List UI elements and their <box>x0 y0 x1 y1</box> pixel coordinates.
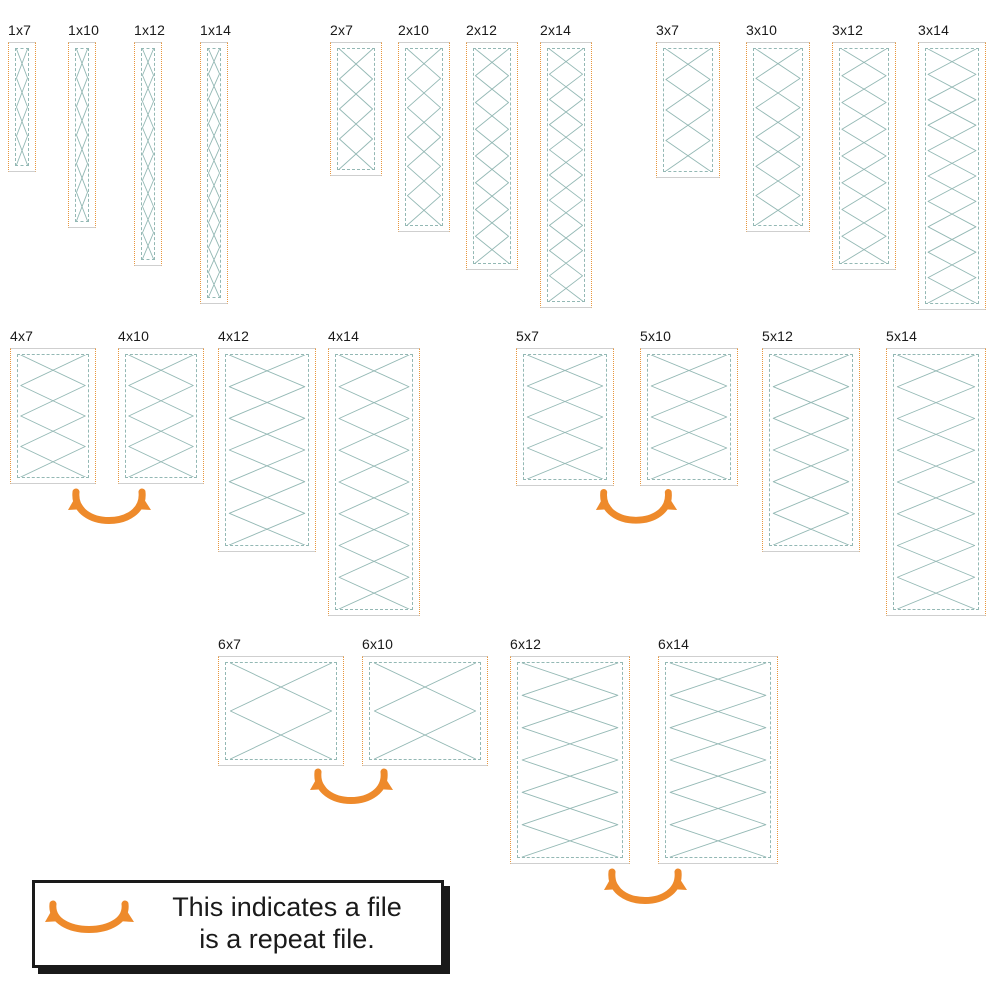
arrow-5x7-5x10 <box>592 478 680 540</box>
swatch-stitch-frame <box>369 662 481 760</box>
legend-box <box>32 880 444 968</box>
swatch-label: 6x10 <box>362 636 394 652</box>
swatch-hoop-border <box>10 348 96 484</box>
design-swatch-4x10[interactable] <box>118 328 204 484</box>
swatch-hoop-border <box>466 42 518 270</box>
design-swatch-5x14[interactable] <box>886 328 986 616</box>
swatch-stitch-frame <box>225 354 309 546</box>
lattice-pattern-icon <box>406 49 442 225</box>
swatch-hoop-border <box>656 42 720 178</box>
lattice-pattern-icon <box>226 663 336 759</box>
design-swatch-5x12[interactable] <box>762 328 860 552</box>
swatch-label: 2x10 <box>398 22 430 38</box>
swatch-hoop-border <box>640 348 738 486</box>
design-swatch-2x14[interactable] <box>540 22 592 308</box>
swatch-stitch-frame <box>523 354 607 480</box>
swatch-hoop-border <box>658 656 778 864</box>
legend-line-1: This indicates a file <box>172 892 402 923</box>
lattice-pattern-icon <box>524 355 606 479</box>
swatch-label: 3x7 <box>656 22 680 38</box>
design-swatch-6x10[interactable] <box>362 636 488 766</box>
lattice-pattern-icon <box>226 355 308 545</box>
design-swatch-5x10[interactable] <box>640 328 738 486</box>
swatch-hoop-border <box>918 42 986 310</box>
swatch-hoop-border <box>330 42 382 176</box>
swatch-hoop-border <box>200 42 228 304</box>
design-swatch-4x12[interactable] <box>218 328 316 552</box>
swatch-hoop-border <box>118 348 204 484</box>
design-swatch-1x10[interactable] <box>68 22 100 228</box>
legend-line-2: is a repeat file. <box>199 924 375 954</box>
swatch-stitch-frame <box>517 662 623 858</box>
swatch-hoop-border <box>328 348 420 616</box>
lattice-pattern-icon <box>370 663 480 759</box>
swatch-stitch-frame <box>125 354 197 478</box>
swatch-label: 4x10 <box>118 328 150 344</box>
swatch-label: 1x7 <box>8 22 32 38</box>
lattice-pattern-icon <box>16 49 28 165</box>
swatch-stitch-frame <box>225 662 337 760</box>
lattice-pattern-icon <box>126 355 196 477</box>
swatch-stitch-frame <box>473 48 511 264</box>
lattice-pattern-icon <box>770 355 852 545</box>
arrow-6x12-6x14 <box>600 858 690 920</box>
swatch-label: 3x14 <box>918 22 950 38</box>
lattice-pattern-icon <box>336 355 412 609</box>
lattice-pattern-icon <box>142 49 154 259</box>
swatch-stitch-frame <box>665 662 771 858</box>
lattice-pattern-icon <box>208 49 220 297</box>
swatch-label: 2x14 <box>540 22 572 38</box>
legend-text <box>143 892 441 956</box>
swatch-label: 5x7 <box>516 328 540 344</box>
design-swatch-2x10[interactable] <box>398 22 450 232</box>
design-swatch-3x7[interactable] <box>656 22 720 178</box>
swatch-hoop-border <box>134 42 162 266</box>
swatch-stitch-frame <box>15 48 29 166</box>
swatch-stitch-frame <box>405 48 443 226</box>
swatch-stitch-frame <box>893 354 979 610</box>
swatch-label: 2x12 <box>466 22 498 38</box>
swatch-hoop-border <box>762 348 860 552</box>
swatch-stitch-frame <box>753 48 803 226</box>
lattice-pattern-icon <box>548 49 584 301</box>
lattice-pattern-icon <box>648 355 730 479</box>
swatch-stitch-frame <box>663 48 713 172</box>
swatch-label: 6x7 <box>218 636 242 652</box>
design-swatch-4x7[interactable] <box>10 328 96 484</box>
swatch-hoop-border <box>886 348 986 616</box>
swatch-label: 5x14 <box>886 328 918 344</box>
swatch-hoop-border <box>540 42 592 308</box>
swatch-label: 3x10 <box>746 22 778 38</box>
lattice-pattern-icon <box>926 49 978 303</box>
swatch-hoop-border <box>832 42 896 270</box>
design-swatch-3x14[interactable] <box>918 22 986 310</box>
lattice-pattern-icon <box>894 355 978 609</box>
design-swatch-3x12[interactable] <box>832 22 896 270</box>
repeat-arrow-icon <box>35 894 143 954</box>
design-swatch-6x12[interactable] <box>510 636 630 864</box>
swatch-stitch-frame <box>925 48 979 304</box>
swatch-stitch-frame <box>839 48 889 264</box>
swatch-label: 5x10 <box>640 328 672 344</box>
swatch-stitch-frame <box>207 48 221 298</box>
design-swatch-1x14[interactable] <box>200 22 232 304</box>
design-swatch-6x7[interactable] <box>218 636 344 766</box>
swatch-stitch-frame <box>17 354 89 478</box>
swatch-label: 2x7 <box>330 22 354 38</box>
swatch-label: 4x14 <box>328 328 360 344</box>
swatch-hoop-border <box>746 42 810 232</box>
design-swatch-3x10[interactable] <box>746 22 810 232</box>
lattice-pattern-icon <box>18 355 88 477</box>
lattice-pattern-icon <box>474 49 510 263</box>
swatch-label: 1x14 <box>200 22 232 38</box>
lattice-pattern-icon <box>518 663 622 857</box>
swatch-label: 1x10 <box>68 22 100 38</box>
swatch-label: 5x12 <box>762 328 794 344</box>
design-swatch-2x7[interactable] <box>330 22 382 176</box>
swatch-stitch-frame <box>337 48 375 170</box>
swatch-label: 6x14 <box>658 636 690 652</box>
swatch-hoop-border <box>362 656 488 766</box>
swatch-stitch-frame <box>647 354 731 480</box>
lattice-pattern-icon <box>840 49 888 263</box>
lattice-pattern-icon <box>338 49 374 169</box>
design-swatch-4x14[interactable] <box>328 328 420 616</box>
legend <box>32 880 444 968</box>
lattice-pattern-icon <box>664 49 712 171</box>
swatch-label: 4x12 <box>218 328 250 344</box>
lattice-pattern-icon <box>754 49 802 225</box>
design-swatch-6x14[interactable] <box>658 636 778 864</box>
design-swatch-1x7[interactable] <box>8 22 36 172</box>
swatch-hoop-border <box>510 656 630 864</box>
arrow-4x7-4x10 <box>64 478 154 540</box>
swatch-label: 3x12 <box>832 22 864 38</box>
swatch-hoop-border <box>8 42 36 172</box>
swatch-hoop-border <box>218 348 316 552</box>
swatch-stitch-frame <box>547 48 585 302</box>
swatch-stitch-frame <box>141 48 155 260</box>
arrow-6x7-6x10 <box>306 758 396 820</box>
swatch-label: 1x12 <box>134 22 166 38</box>
swatch-hoop-border <box>68 42 96 228</box>
design-swatch-2x12[interactable] <box>466 22 518 270</box>
swatch-hoop-border <box>398 42 450 232</box>
design-swatch-5x7[interactable] <box>516 328 614 486</box>
swatch-label: 4x7 <box>10 328 34 344</box>
swatch-label: 6x12 <box>510 636 542 652</box>
lattice-pattern-icon <box>666 663 770 857</box>
swatch-stitch-frame <box>75 48 89 222</box>
swatch-hoop-border <box>218 656 344 766</box>
design-swatch-1x12[interactable] <box>134 22 166 266</box>
lattice-pattern-icon <box>76 49 88 221</box>
swatch-hoop-border <box>516 348 614 486</box>
swatch-stitch-frame <box>769 354 853 546</box>
swatch-stitch-frame <box>335 354 413 610</box>
